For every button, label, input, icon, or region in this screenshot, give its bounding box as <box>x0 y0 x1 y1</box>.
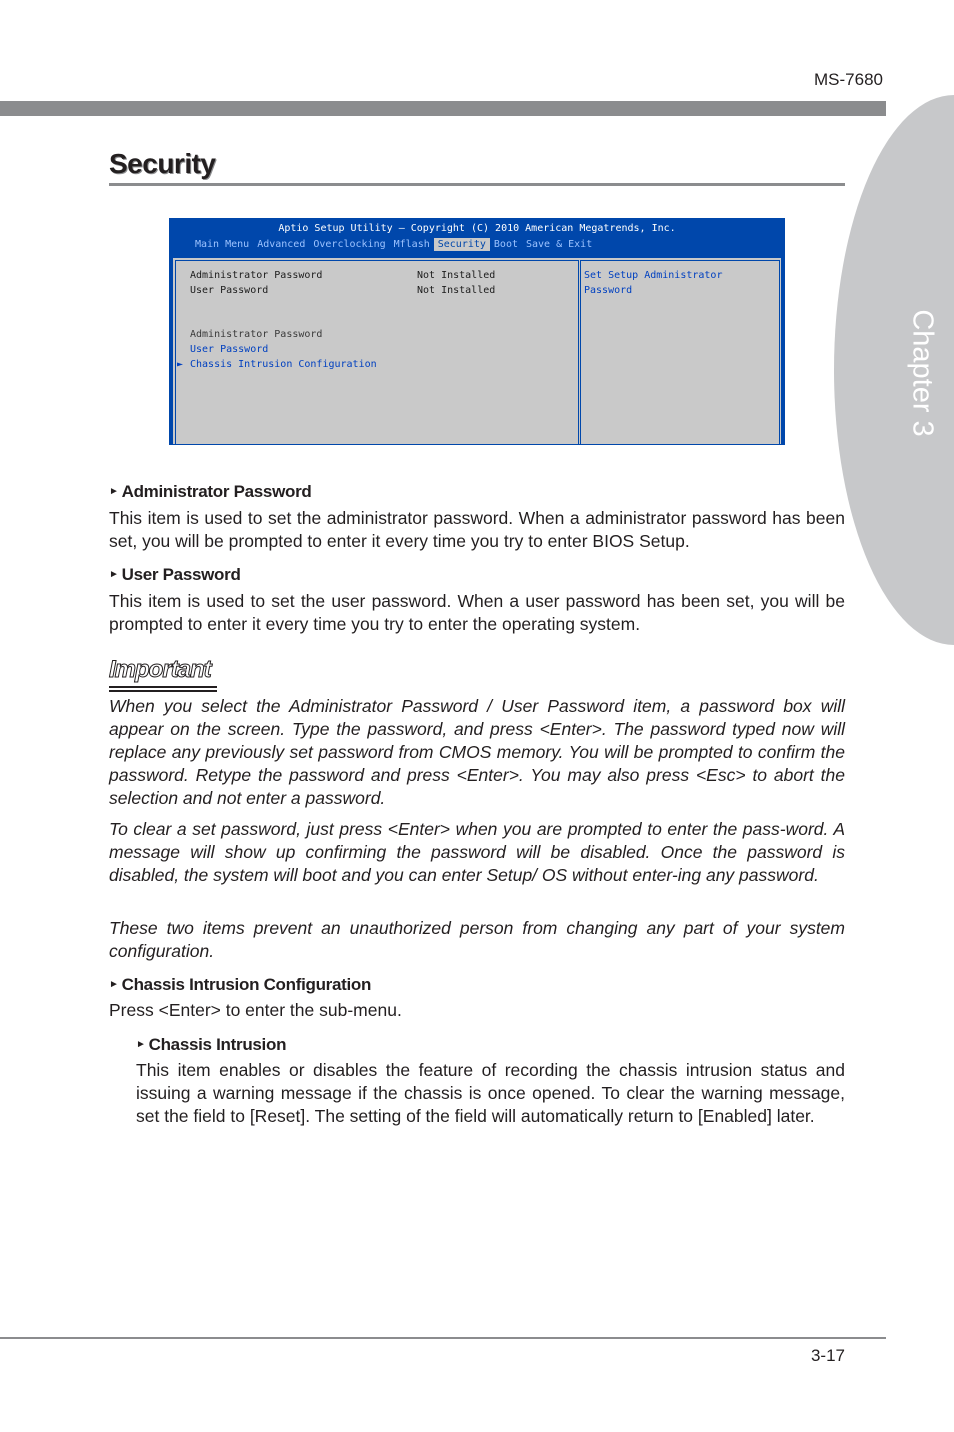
bios-menu-overclocking: Overclocking <box>313 239 386 250</box>
admin-password-heading <box>109 482 312 502</box>
important-underline <box>109 686 217 688</box>
admin-password-title: Administrator Password <box>121 482 312 501</box>
footer-line <box>0 1337 886 1339</box>
user-password-title: User Password <box>121 565 241 584</box>
bios-option-chassis-arrow-icon: ► <box>177 359 184 370</box>
bios-row-user-label: User Password <box>190 285 269 296</box>
important-paragraph-1: When you select the Administrator Password / User Password item, a password box will appear on the screen. Type the password, and press <Enter>. The password typed now will replace any previously set password from CMOS memory. You will be prompted to confirm the password. Retype the password and press <Enter>. You may also press <Esc> to abort the selection and not enter a password. <box>109 696 845 808</box>
chassis-config-text: Press <Enter> to enter the sub-menu. <box>109 1000 402 1020</box>
bios-menu <box>191 238 596 251</box>
important-paragraph-3: These two items prevent an unauthorized person from changing any part of your system configuration. <box>109 918 845 961</box>
bios-help-text: Set Setup Administrator Password <box>584 270 723 296</box>
admin-password-text: This item is used to set the administrator password. When a administrator password has been set, you will be prompted to enter it every time you try to enter BIOS Setup. <box>109 508 845 551</box>
bios-row-user-value: Not Installed <box>417 285 496 296</box>
bios-title: Aptio Setup Utility – Copyright (C) 2010 American Megatrends, Inc. <box>278 223 676 234</box>
chassis-intrusion-text: This item enables or disables the feature of recording the chassis intrusion status and issuing a warning message if the chassis is once opened. To clear the warning message, set the field to [Reset]. The setting of the field will automatically return to [Enabled] later. <box>136 1060 845 1126</box>
important-heading: Important <box>109 656 211 683</box>
user-password-text: This item is used to set the user password. When a user password has been set, you will be prompted to enter it every time you try to enter the operating system. <box>109 591 845 634</box>
bios-menu-boot: Boot <box>493 239 518 250</box>
important-paragraph-2: To clear a set password, just press <Enter> when you are prompted to enter the pass-word. A message will show up confirming the password will be disabled. Once the password is disabled, the system will boot and you can enter Setup/ OS without enter-ing any password. <box>109 819 845 885</box>
bios-option-chassis: Chassis Intrusion Configuration <box>190 359 377 370</box>
model-number: MS-7680 <box>814 70 883 89</box>
bios-panel <box>172 257 782 445</box>
section-title <box>109 148 845 186</box>
triangle-icon: ► <box>136 1039 146 1050</box>
chapter-label-text: Chapter 3 <box>906 309 939 437</box>
bios-row-admin-value: Not Installed <box>417 270 496 281</box>
triangle-icon: ► <box>109 486 119 497</box>
triangle-icon: ► <box>109 569 119 580</box>
chassis-intrusion-heading <box>136 1035 286 1055</box>
bios-menu-main: Main Menu <box>195 239 250 250</box>
bios-option-user: User Password <box>190 344 269 355</box>
bios-left-pane <box>175 260 579 445</box>
chapter-label <box>902 308 942 438</box>
bios-help-pane <box>580 260 780 445</box>
bios-option-admin: Administrator Password <box>190 329 323 340</box>
chassis-intrusion-title: Chassis Intrusion <box>148 1035 287 1054</box>
page-number: 3-17 <box>810 1346 845 1365</box>
bios-menu-advanced: Advanced <box>257 239 306 250</box>
bios-menu-save-exit: Save & Exit <box>526 239 593 250</box>
triangle-icon: ► <box>109 979 119 990</box>
important-underline <box>109 690 217 692</box>
bios-row-admin-label: Administrator Password <box>190 270 323 281</box>
section-title-text: Security <box>109 148 216 179</box>
bios-screenshot <box>169 218 785 445</box>
bios-menu-mflash: Mflash <box>393 239 430 250</box>
user-password-heading <box>109 565 241 585</box>
chassis-config-title: Chassis Intrusion Configuration <box>121 975 372 994</box>
header-bar <box>0 101 886 116</box>
chassis-config-heading <box>109 975 371 995</box>
bios-menu-security: Security <box>434 238 490 251</box>
